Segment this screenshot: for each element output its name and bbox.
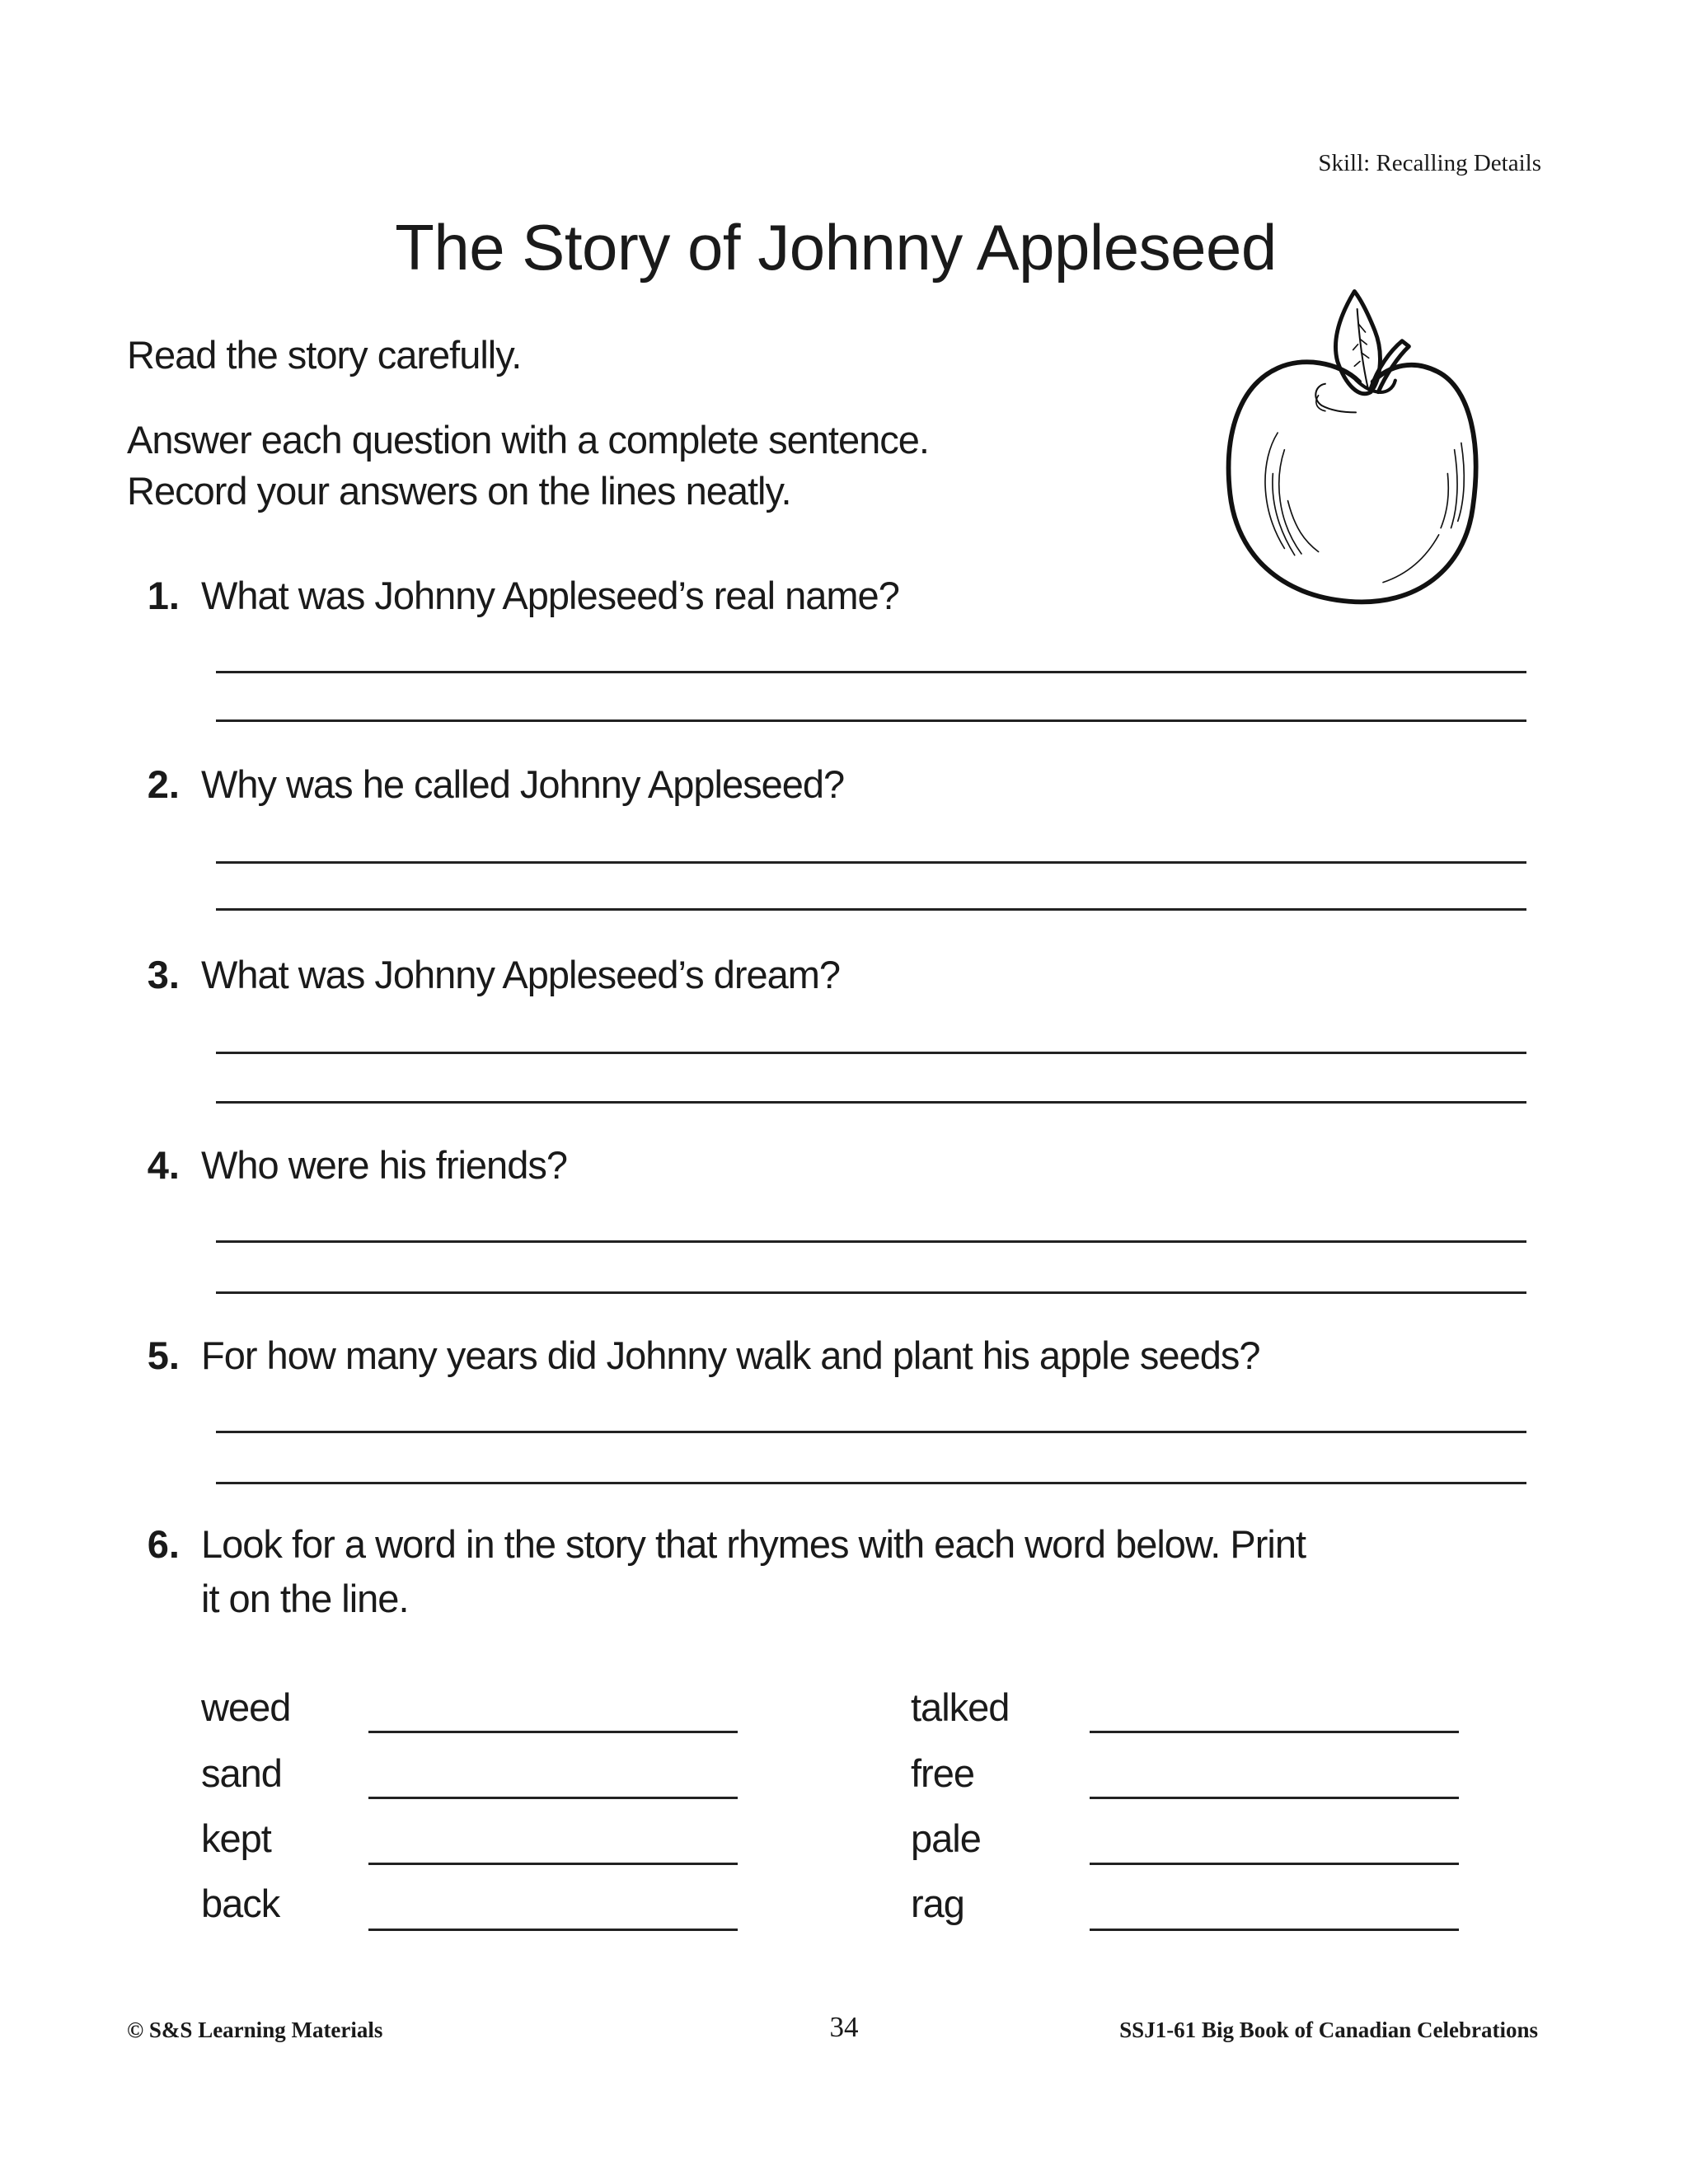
question-text: Why was he called Johnny Appleseed? bbox=[201, 762, 845, 806]
answer-line-4a[interactable] bbox=[216, 1240, 1526, 1243]
rhyme-answer-line-talked[interactable] bbox=[1090, 1731, 1459, 1733]
instruction-record: Record your answers on the lines neatly. bbox=[127, 469, 791, 513]
question-number: 6. bbox=[147, 1522, 180, 1566]
answer-line-5a[interactable] bbox=[216, 1431, 1526, 1433]
answer-line-1a[interactable] bbox=[216, 671, 1526, 673]
rhyme-answer-line-rag[interactable] bbox=[1090, 1929, 1459, 1931]
apple-icon bbox=[1220, 276, 1492, 610]
rhyme-answer-line-weed[interactable] bbox=[368, 1731, 738, 1733]
question-text: What was Johnny Appleseed’s dream? bbox=[201, 953, 841, 996]
answer-line-3b[interactable] bbox=[216, 1101, 1526, 1104]
question-number: 3. bbox=[147, 953, 180, 996]
rhyme-word-rag: rag bbox=[911, 1882, 964, 1925]
question-1 bbox=[138, 573, 899, 618]
question-number: 1. bbox=[147, 574, 180, 617]
question-text: Who were his friends? bbox=[201, 1143, 567, 1187]
footer-copyright: © S&S Learning Materials bbox=[127, 2018, 383, 2042]
rhyme-word-sand: sand bbox=[201, 1751, 282, 1795]
answer-line-4b[interactable] bbox=[216, 1291, 1526, 1294]
rhyme-word-back: back bbox=[201, 1882, 280, 1925]
rhyme-answer-line-pale[interactable] bbox=[1090, 1863, 1459, 1865]
question-3 bbox=[138, 952, 840, 997]
rhyme-answer-line-back[interactable] bbox=[368, 1929, 738, 1931]
question-6-text-continued: it on the line. bbox=[201, 1577, 409, 1620]
question-5 bbox=[138, 1333, 1260, 1378]
rhyme-answer-line-kept[interactable] bbox=[368, 1863, 738, 1865]
instruction-answer: Answer each question with a complete sentence. bbox=[127, 418, 929, 462]
page-number: 34 bbox=[829, 2011, 859, 2043]
rhyme-answer-line-sand[interactable] bbox=[368, 1797, 738, 1799]
rhyme-word-weed: weed bbox=[201, 1685, 291, 1729]
answer-line-3a[interactable] bbox=[216, 1052, 1526, 1054]
skill-label: Skill: Recalling Details bbox=[1318, 150, 1541, 176]
question-text: What was Johnny Appleseed’s real name? bbox=[201, 574, 899, 617]
question-6 bbox=[138, 1521, 1306, 1567]
rhyme-word-kept: kept bbox=[201, 1816, 271, 1860]
rhyme-answer-line-free[interactable] bbox=[1090, 1797, 1459, 1799]
instruction-read: Read the story carefully. bbox=[127, 333, 522, 377]
rhyme-word-pale: pale bbox=[911, 1816, 981, 1860]
answer-line-1b[interactable] bbox=[216, 719, 1526, 722]
question-number: 2. bbox=[147, 762, 180, 806]
page-title: The Story of Johnny Appleseed bbox=[395, 211, 1277, 284]
question-4 bbox=[138, 1142, 567, 1188]
question-number: 4. bbox=[147, 1143, 180, 1187]
question-2 bbox=[138, 762, 844, 807]
footer-book-title: SSJ1-61 Big Book of Canadian Celebrations bbox=[1119, 2018, 1538, 2042]
answer-line-2a[interactable] bbox=[216, 861, 1526, 864]
question-number: 5. bbox=[147, 1333, 180, 1377]
rhyme-word-free: free bbox=[911, 1751, 974, 1795]
question-text: For how many years did Johnny walk and plant his apple seeds? bbox=[201, 1333, 1260, 1377]
answer-line-5b[interactable] bbox=[216, 1482, 1526, 1484]
question-text: Look for a word in the story that rhymes with each word below. Print bbox=[201, 1522, 1306, 1566]
rhyme-word-talked: talked bbox=[911, 1685, 1010, 1729]
answer-line-2b[interactable] bbox=[216, 908, 1526, 911]
